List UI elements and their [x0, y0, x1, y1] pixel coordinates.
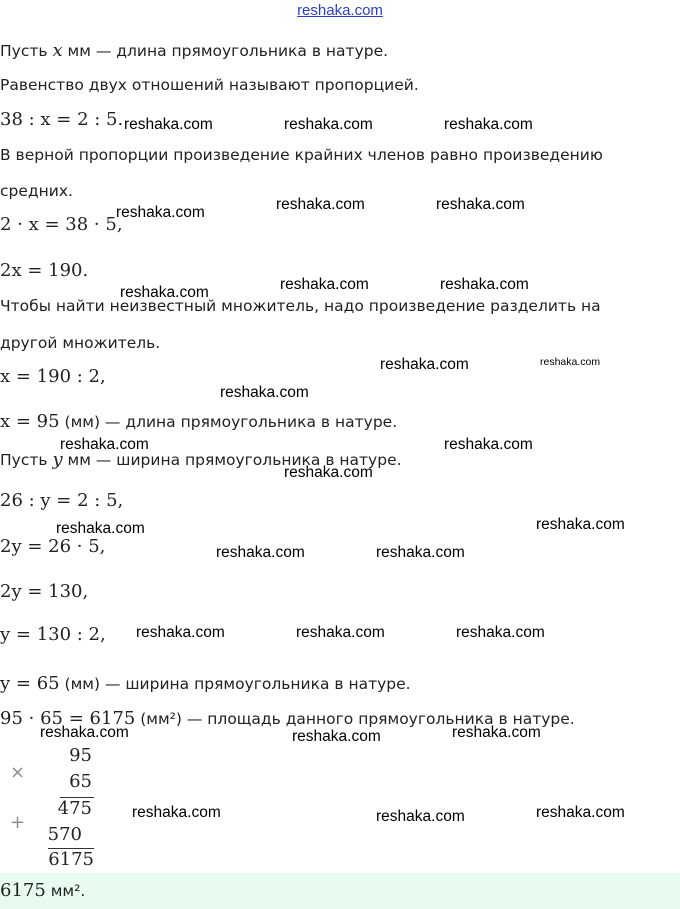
watermark: reshaka.com	[40, 724, 129, 741]
partial-product-2: 570	[47, 824, 82, 845]
product: 6175	[48, 849, 94, 870]
math-line: x = 190 : 2,	[0, 366, 106, 387]
text-line: средних.	[0, 182, 73, 200]
text-line: Пусть y мм — ширина прямоугольника в натуре.	[0, 449, 402, 470]
watermark: reshaka.com	[536, 804, 625, 821]
watermark: reshaka.com	[116, 204, 205, 221]
text-line: Чтобы найти неизвестный множитель, надо произведение разделить на	[0, 297, 601, 315]
math-line: 38 : x = 2 : 5.	[0, 109, 124, 130]
text-line: Равенство двух отношений называют пропорцией.	[0, 76, 419, 94]
text-line: другой множитель.	[0, 334, 161, 352]
answer	[0, 880, 85, 901]
partial-product-1: 475	[57, 798, 92, 819]
watermark: reshaka.com	[376, 808, 465, 825]
math-line: 26 : y = 2 : 5,	[0, 490, 124, 511]
text-line: x = 95 (мм) — длина прямоугольника в натуре.	[0, 411, 398, 432]
watermark: reshaka.com	[452, 724, 541, 741]
math-line: y = 130 : 2,	[0, 624, 106, 645]
watermark: reshaka.com	[280, 276, 369, 293]
watermark: reshaka.com	[380, 356, 469, 373]
watermark: reshaka.com	[284, 116, 373, 133]
text-line: Пусть x мм — длина прямоугольника в натуре.	[0, 40, 389, 61]
watermark: reshaka.com	[292, 728, 381, 745]
math-line: 2y = 26 · 5,	[0, 536, 106, 557]
watermark: reshaka.com	[440, 276, 529, 293]
watermark: reshaka.com	[60, 436, 149, 453]
answer-value: 6175	[0, 880, 46, 901]
watermark: reshaka.com	[444, 436, 533, 453]
watermark: reshaka.com	[536, 516, 625, 533]
math-line: 2 · x = 38 · 5,	[0, 214, 123, 235]
watermark: reshaka.com	[436, 196, 525, 213]
text-line: y = 65 (мм) — ширина прямоугольника в натуре.	[0, 673, 411, 694]
text-line: В верной пропорции произведение крайних членов равно произведению	[0, 146, 603, 164]
watermark: reshaka.com	[124, 116, 213, 133]
plus-sign: +	[10, 812, 26, 833]
watermark: reshaka.com	[216, 544, 305, 561]
watermark: reshaka.com	[56, 520, 145, 537]
multiplier: 65	[69, 771, 92, 792]
watermark: reshaka.com	[220, 384, 309, 401]
watermark: reshaka.com	[132, 804, 221, 821]
times-sign: ×	[10, 762, 26, 783]
answer-unit: мм².	[45, 882, 86, 900]
watermark: reshaka.com	[456, 624, 545, 641]
watermark: reshaka.com	[444, 116, 533, 133]
watermark: reshaka.com	[136, 624, 225, 641]
watermark: reshaka.com	[276, 196, 365, 213]
watermark: reshaka.com	[284, 464, 373, 481]
multiplicand: 95	[69, 745, 92, 766]
watermark: reshaka.com	[376, 544, 465, 561]
text-line: 95 · 65 = 6175 (мм²) — площадь данного прямоугольника в натуре.	[0, 708, 575, 729]
answer-box	[0, 873, 680, 909]
watermark: reshaka.com	[540, 356, 601, 368]
watermark: reshaka.com	[296, 624, 385, 641]
math-line: 2y = 130,	[0, 581, 89, 602]
site-link[interactable]: reshaka.com	[297, 2, 383, 19]
math-line: 2x = 190.	[0, 260, 89, 281]
watermark: reshaka.com	[120, 284, 209, 301]
